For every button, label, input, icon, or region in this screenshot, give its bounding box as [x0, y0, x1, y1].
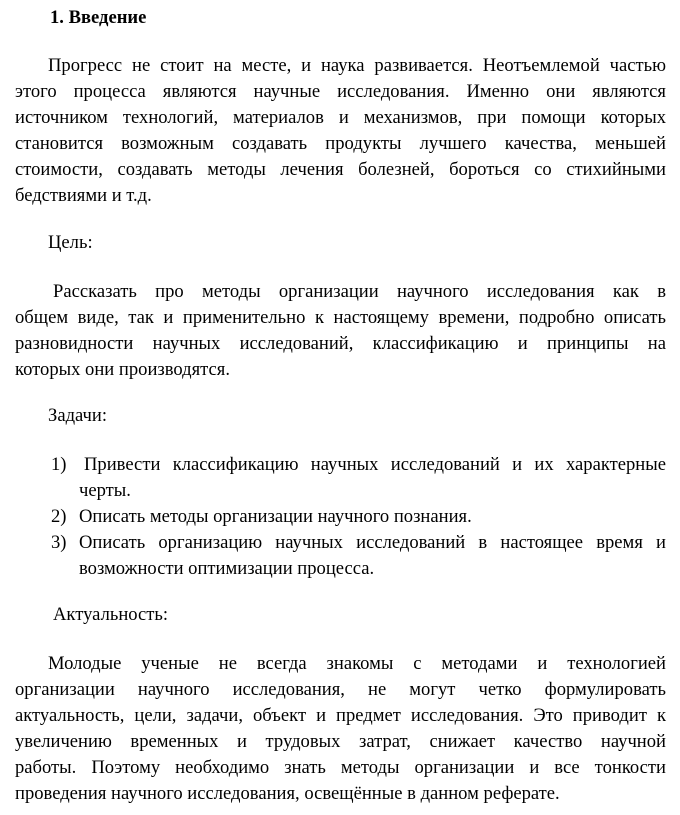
text-line: стоимости, создавать методы лечения болезней, бороться со стихийными: [15, 159, 666, 180]
text-line: бедствиями и т.д.: [15, 185, 152, 206]
text-line: работы. Поэтому необходимо знать методы организации и все тонкости: [15, 757, 666, 778]
list-number: 2): [51, 506, 67, 527]
text-line: актуальность, цели, задачи, объект и предмет исследования. Это приводит к: [15, 705, 666, 726]
text-line: этого процесса являются научные исследования. Именно они являются: [15, 81, 666, 102]
text-line: источником технологий, материалов и механизмов, при помощи которых: [15, 107, 666, 128]
text-line: становится возможным создавать продукты лучшего качества, меньшей: [15, 133, 666, 154]
list-number: 1): [51, 454, 67, 475]
tasks-label: Задачи:: [48, 405, 108, 426]
list-item-text: Привести классификацию научных исследований и их характерные: [84, 454, 666, 475]
list-item-text: черты.: [79, 480, 131, 501]
goal-label: Цель:: [48, 232, 93, 253]
list-item-text: Описать методы организации научного познания.: [79, 506, 472, 527]
list-item-text: Описать организацию научных исследований в настоящее время и: [79, 532, 666, 553]
text-line: разновидности научных исследований, классификацию и принципы на: [15, 333, 666, 354]
section-heading: 1. Введение: [50, 7, 147, 28]
text-line: которых они производятся.: [15, 359, 230, 380]
text-line: организации научного исследования, не могут четко формулировать: [15, 679, 666, 700]
list-item-text: возможности оптимизации процесса.: [79, 558, 375, 579]
relevance-label: Актуальность:: [53, 604, 169, 625]
text-line: увеличению временных и трудовых затрат, снижает качество научной: [15, 731, 666, 752]
text-line: Прогресс не стоит на месте, и наука развивается. Неотъемлемой частью: [48, 55, 666, 76]
text-line: Рассказать про методы организации научного исследования как в: [53, 281, 666, 302]
text-line: Молодые ученые не всегда знакомы с методами и технологией: [48, 653, 666, 674]
list-number: 3): [51, 532, 67, 553]
text-line: проведения научного исследования, освещённые в данном реферате.: [15, 783, 560, 804]
text-line: общем виде, так и применительно к настоящему времени, подробно описать: [15, 307, 666, 328]
